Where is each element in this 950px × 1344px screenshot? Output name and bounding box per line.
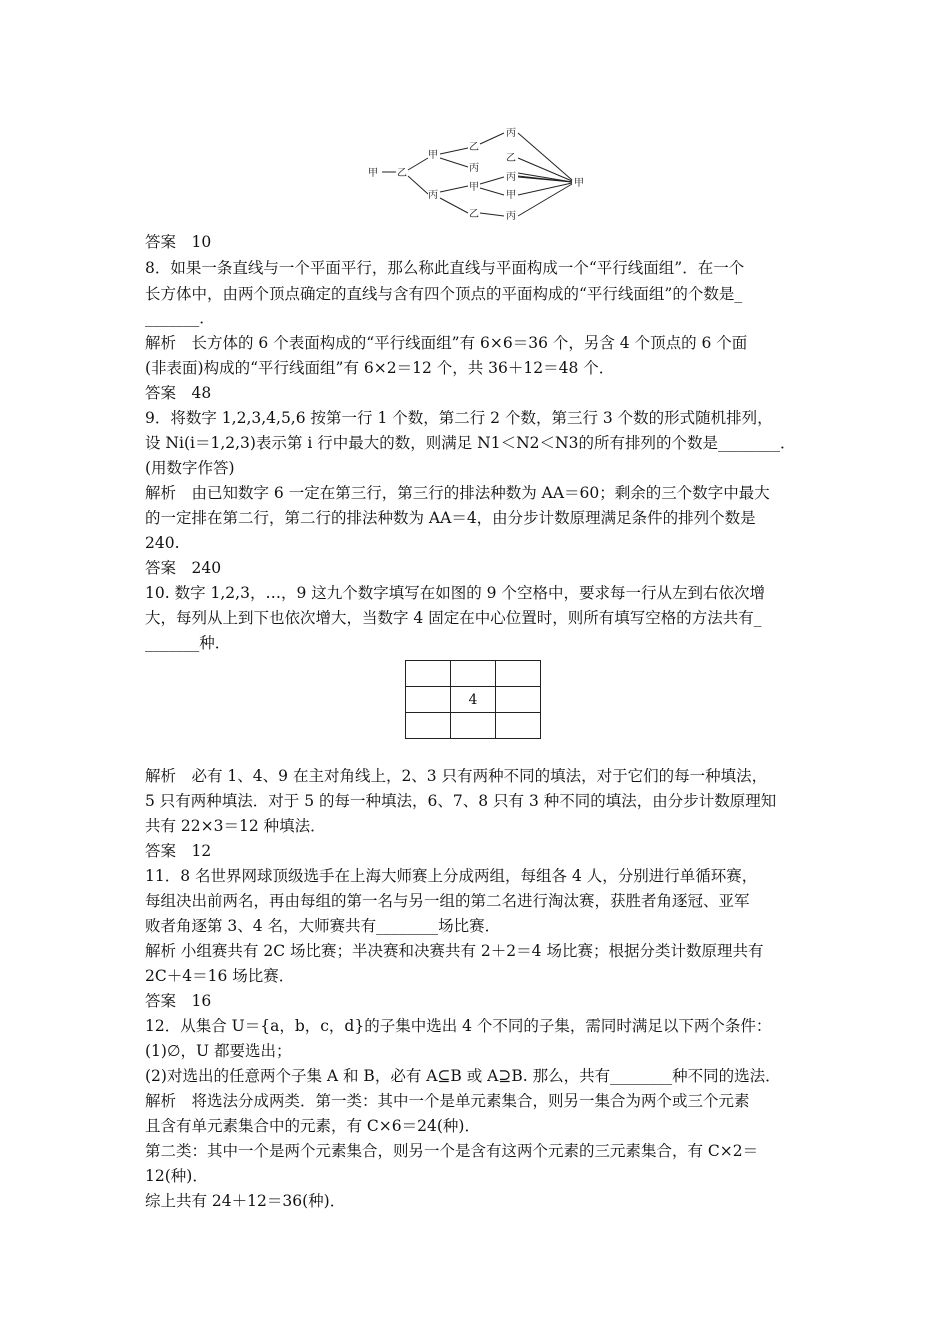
grid-cell <box>451 661 496 687</box>
q8-line2: 长方体中，由两个顶点确定的直线与含有四个顶点的平面构成的“平行线面组”的个数是_ <box>145 285 743 303</box>
grid-cell <box>496 687 541 713</box>
grid-center-cell: 4 <box>451 687 496 713</box>
q11-line2: 每组决出前两名，再由每组的第一名与另一组的第二名进行淘汰赛，获胜者角逐冠、亚军 <box>145 892 750 910</box>
tree-edge <box>480 177 504 184</box>
tree-node: 甲 <box>574 178 584 189</box>
q11-analysis-2: 2C＋4＝16 场比赛． <box>145 967 295 985</box>
q9-line1: 9．将数字 1,2,3,4,5,6 按第一行 1 个数，第二行 2 个数，第三行 3 个数的形式随机排列， <box>145 409 773 427</box>
tree-node: 乙 <box>469 209 479 220</box>
tree-node: 丙 <box>469 163 479 174</box>
q9-analysis-3: 240. <box>145 534 180 552</box>
q12-analysis-2: 且含有单元素集合中的元素，有 C×6＝24(种)． <box>145 1117 480 1135</box>
tree-node: 乙 <box>506 153 516 164</box>
q9-analysis-1: 解析 由已知数字 6 一定在第三行，第三行的排法种数为 AA＝60；剩余的三个数字中最大 <box>145 484 770 502</box>
tree-edge <box>440 158 468 167</box>
tree-edge <box>408 176 428 194</box>
q12-line1: 12．从集合 U＝{a，b，c，d}的子集中选出 4 个不同的子集，需同时满足以下两个条件： <box>145 1017 772 1035</box>
tree-node: 甲 <box>368 168 378 179</box>
tree-edge <box>480 133 504 144</box>
tree-diagram <box>360 118 600 228</box>
q8-line3: _______． <box>145 309 215 327</box>
tree-node: 甲 <box>428 150 438 161</box>
tree-node: 乙 <box>397 168 407 179</box>
q11-line3: 败者角逐第 3、4 名，大师赛共有________场比赛． <box>145 917 501 935</box>
answer-10: 答案 12 <box>145 842 212 860</box>
answer-8: 答案 48 <box>145 384 212 402</box>
answer-11: 答案 16 <box>145 992 212 1010</box>
number-grid <box>405 660 541 739</box>
tree-node: 甲 <box>469 182 479 193</box>
tree-node: 乙 <box>469 142 479 153</box>
tree-edge <box>480 188 504 195</box>
q10-analysis-2: 5 只有两种填法．对于 5 的每一种填法，6、7、8 只有 3 种不同的填法，由分步计数原理知 <box>145 792 777 810</box>
tree-node: 丙 <box>506 128 516 139</box>
grid-cell <box>406 713 451 739</box>
tree-node: 丙 <box>428 190 438 201</box>
q12-line2: (1)∅，U 都要选出； <box>145 1042 292 1060</box>
q8-analysis-1: 解析 长方体的 6 个表面构成的“平行线面组”有 6×6＝36 个，另含 4 个顶点的 6 个面 <box>145 334 748 352</box>
q12-analysis-4: 12(种)． <box>145 1167 208 1185</box>
q11-analysis-1: 解析 小组赛共有 2C 场比赛；半决赛和决赛共有 2＋2＝4 场比赛；根据分类计数原理共有 <box>145 942 764 960</box>
tree-edge <box>518 176 572 182</box>
q12-analysis-3: 第二类：其中一个是两个元素集合，则另一个是含有这两个元素的三元素集合，有 C×2＝ <box>145 1142 759 1160</box>
tree-edge <box>408 158 428 170</box>
q9-line2: 设 Ni(i＝1,2,3)表示第 i 行中最大的数，则满足 N1＜N2＜N3的所有排列的个数是________． <box>145 434 796 452</box>
q12-analysis-1: 解析 将选法分成两类．第一类：其中一个是单元素集合，则另一集合为两个或三个元素 <box>145 1092 750 1110</box>
tree-node: 丙 <box>506 211 516 222</box>
tree-edge <box>480 213 504 216</box>
q9-line3: (用数字作答) <box>145 459 235 477</box>
tree-edge <box>440 198 468 213</box>
grid-cell <box>496 713 541 739</box>
grid-cell <box>406 661 451 687</box>
grid-cell <box>406 687 451 713</box>
tree-node: 甲 <box>506 190 516 201</box>
q10-line3: _______种． <box>145 634 231 652</box>
answer-7: 答案 10 <box>145 233 212 251</box>
q10-analysis-1: 解析 必有 1、4、9 在主对角线上，2、3 只有两种不同的填法，对于它们的每一种填法， <box>145 767 768 785</box>
q9-analysis-2: 的一定排在第二行，第二行的排法种数为 AA＝4，由分步计数原理满足条件的排列个数是 <box>145 509 756 527</box>
grid-cell <box>496 661 541 687</box>
q12-analysis-5: 综上共有 24＋12＝36(种)． <box>145 1192 346 1210</box>
q11-line1: 11．8 名世界网球顶级选手在上海大师赛上分成两组，每组各 4 人，分别进行单循环赛， <box>145 867 758 885</box>
answer-9: 答案 240 <box>145 559 222 577</box>
q10-line2: 大，每列从上到下也依次增大，当数字 4 固定在中心位置时，则所有填写空格的方法共有_ <box>145 609 762 627</box>
q12-line3: (2)对选出的任意两个子集 A 和 B，必有 A⊆B 或 A⊇B. 那么，共有________种不同的选法． <box>145 1067 781 1085</box>
tree-edge <box>440 186 468 192</box>
tree-edge <box>440 148 468 154</box>
grid-cell <box>451 713 496 739</box>
q10-analysis-3: 共有 22×3＝12 种填法． <box>145 817 326 835</box>
tree-node: 丙 <box>506 172 516 183</box>
q8-analysis-2: (非表面)构成的“平行线面组”有 6×2＝12 个，共 36＋12＝48 个． <box>145 359 615 377</box>
q8-line1: 8．如果一条直线与一个平面平行，那么称此直线与平面构成一个“平行线面组”．在一个 <box>145 259 745 277</box>
q10-line1: 10. 数字 1,2,3，…，9 这九个数字填写在如图的 9 个空格中，要求每一行从左到右依次增 <box>145 584 765 602</box>
tree-edge <box>518 133 572 180</box>
